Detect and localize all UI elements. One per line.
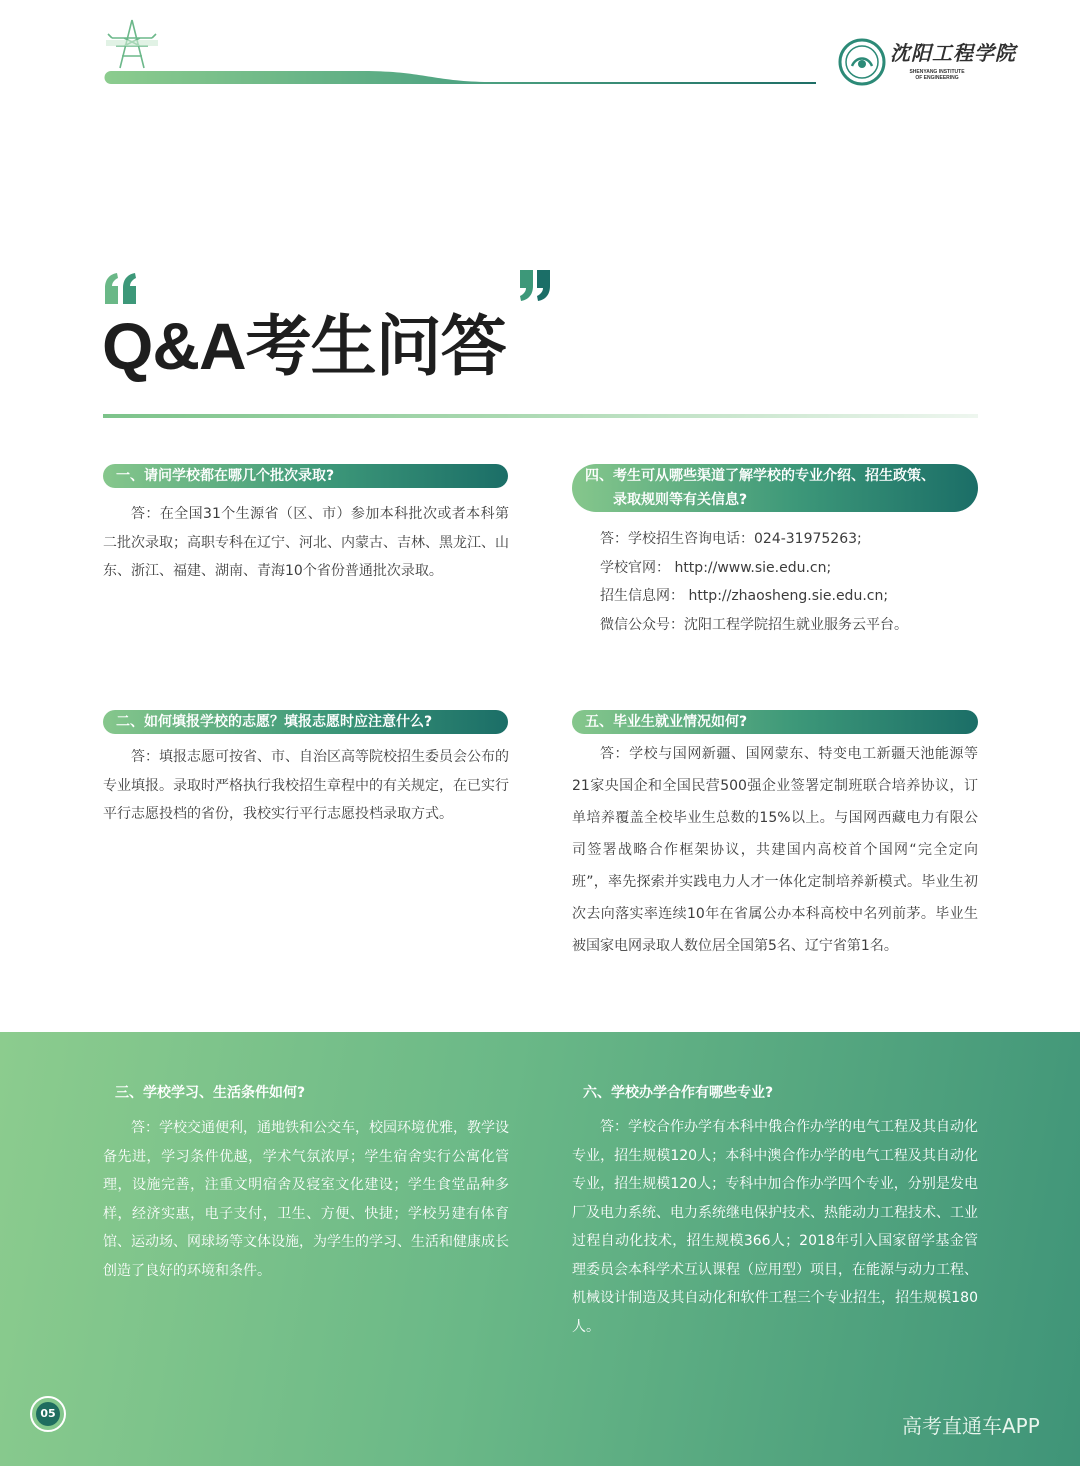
open-quote-icon xyxy=(103,272,139,304)
contact-phone: 答：学校招生咨询电话：024-31975263; xyxy=(600,531,862,547)
section-5-heading: 五、毕业生就业情况如何? xyxy=(572,710,978,734)
page-number-badge xyxy=(30,1396,66,1432)
section-2-heading: 二、如何填报学校的志愿？填报志愿时应注意什么? xyxy=(103,710,508,734)
school-name-en: SHENYANG INSTITUTE OF ENGINEERING xyxy=(909,69,965,81)
section-3-heading: 三、学校学习、生活条件如何? xyxy=(115,1085,306,1101)
section-5-body: 答：学校与国网新疆、国网蒙东、特变电工新疆天池能源等21家央国企和全国民营500强企业签署定制班联合培养协议，订单培养覆盖全校毕业生总数的15%以上。与国网西藏电力有限公司签署战略合作框架协议，共建国内高校首个国网“完全定向班”，率先探索并实践电力人才一体化定制培养新模式。毕业生初次去向落实率连续10年在省属公办本科高校中名列前茅。毕业生被国家电网录取人数位居全国第5名、辽宁省第1名。 xyxy=(572,746,978,954)
section-3-body: 答：学校交通便利，通地铁和公交车，校园环境优雅，教学设备先进，学习条件优越，学术气氛浓厚；学生宿舍实行公寓化管理，设施完善，注重文明宿舍及寝室文化建设；学生食堂品种多样，经济实惠，电子支付，卫生、方便、快捷；学校另建有体育馆、运动场、网球场等文体设施，为学生的学习、生活和健康成长创造了良好的环境和条件。 xyxy=(103,1120,509,1279)
section-1-heading: 一、请问学校都在哪几个批次录取? xyxy=(103,464,508,488)
contact-wechat: 微信公众号：沈阳工程学院招生就业服务云平台。 xyxy=(600,616,908,633)
school-name-cn: 沈阳工程学院 xyxy=(890,41,1016,65)
contact-website[interactable]: 学校官网： http://www.sie.edu.cn; xyxy=(600,559,832,576)
page-title: Q&A考生问答 xyxy=(102,309,506,383)
watermark-text: 高考直通车APP xyxy=(902,1414,1040,1438)
section-2-body: 答：填报志愿可按省、市、自治区高等院校招生委员会公布的专业填报。录取时严格执行我校招生章程中的有关规定，在已实行平行志愿投档的省份，我校实行平行志愿投档录取方式。 xyxy=(103,749,509,822)
contact-admission-site[interactable]: 招生信息网： http://zhaosheng.sie.edu.cn; xyxy=(600,588,889,604)
section-6-heading: 六、学校办学合作有哪些专业? xyxy=(583,1085,774,1101)
section-6-body: 答：学校合作办学有本科中俄合作办学的电气工程及其自动化专业，招生规模120人；本科中澳合作办学的电气工程及其自动化专业，招生规模120人；专科中加合作办学四个专业，分别是发电厂及电力系统、电力系统继电保护技术、热能动力工程技术、工业过程自动化技术，招生规模366人；2018年引入国家留学基金管理委员会本科学术互认课程（应用型）项目，在能源与动力工程、机械设计制造及其自动化和软件工程三个专业招生，招生规模180人。 xyxy=(572,1119,978,1335)
close-quote-icon xyxy=(517,270,553,302)
section-4-heading: 四、考生可从哪些渠道了解学校的专业介绍、招生政策、 录取规则等有关信息? xyxy=(572,464,978,512)
school-emblem-icon xyxy=(838,38,886,86)
title-underline xyxy=(103,414,978,418)
section-4-contact-list xyxy=(600,525,908,639)
power-tower-logo xyxy=(104,16,160,72)
section-1-body: 答：在全国31个生源省（区、市）参加本科批次或者本科第二批次录取；高职专科在辽宁、河北、内蒙古、吉林、黑龙江、山东、浙江、福建、湖南、青海10个省份普通批次录取。 xyxy=(103,506,509,579)
page-number: 05 xyxy=(36,1402,60,1426)
header-divider-line xyxy=(104,71,816,85)
